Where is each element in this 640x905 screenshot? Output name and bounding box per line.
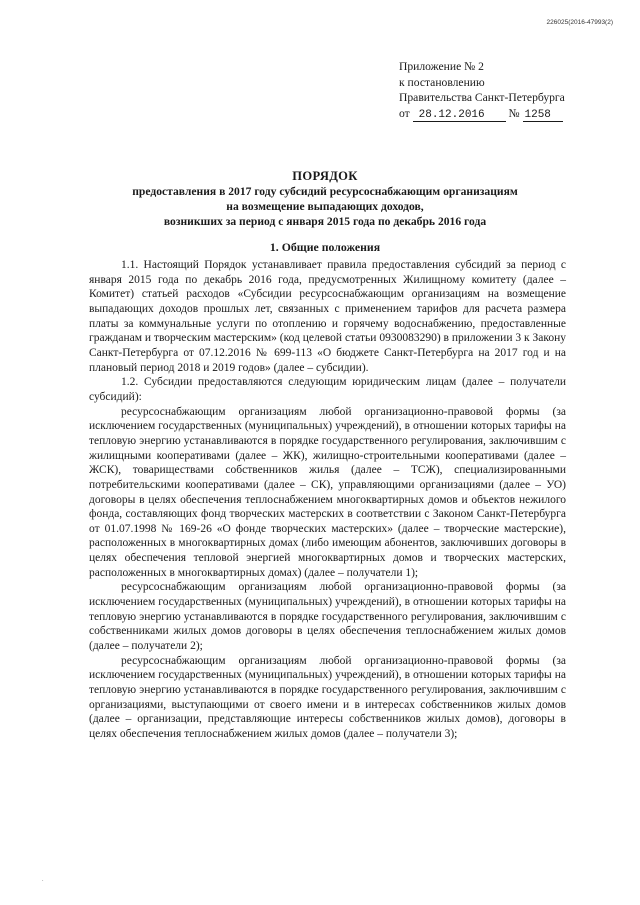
- number-label: №: [508, 106, 520, 120]
- corner-mark: .: [42, 877, 44, 883]
- from-label: от: [399, 106, 410, 120]
- appendix-to-decree: к постановлению: [399, 75, 485, 89]
- document-id: 226025(2016-47993(2): [546, 19, 613, 26]
- recipients-2-paragraph: ресурсоснабжающим организациям любой организационно-правовой формы (за исключением государственных (муниципальных) учреждений), в отношении которых тарифы на тепловую энергию устанавливаются в порядке государственного регулирования, заключившим с собственниками жилых домов договоры в целях обеспечения теплоснабжением жилых домов (далее – получатели 2);: [89, 581, 566, 653]
- recipients-3-paragraph: ресурсоснабжающим организациям любой организационно-правовой формы (за исключением государственных (муниципальных) учреждений), в отношении которых тарифы на тепловую энергию устанавливаются в порядке государственного регулирования, заключившим с организациями, выступающими от своего имени и в интересах собственников жилых домов (далее – организации, представляющие интересы собственников жилых домов), договоры в целях обеспечения теплоснабжением жилых домов (далее – получатели 3);: [89, 654, 566, 740]
- recipients-1-paragraph: ресурсоснабжающим организациям любой организационно-правовой формы (за исключением государственных (муниципальных) учреждений), в отношении которых тарифы на тепловую энергию устанавливаются в порядке государственного регулирования, заключившим с жилищными кооперативами (далее – ЖК), жилищно-строительными кооперативами (далее – ЖСК), товариществами собственников жилья (далее – ТСЖ), специализированными потребительскими кооперативами (далее – СК), управляющими организациями (далее – УО) договоры в целях обеспечения теплоснабжением многоквартирных домов и объектов нежилого фонда, составляющих фонд творческих мастерских в соответствии с Законом Санкт-Петербурга от 01.07.1998 № 169-26 «О фонде творческих мастерских» (далее – творческие мастерские), расположенных в многоквартирных домах (либо имеющим абонентов, заключивших договоры в целях обеспечения тепловой энергией многоквартирных домов и творческих мастерских, расположенных в многоквартирных домах) (далее – получатели 1);: [89, 405, 566, 579]
- paragraph-1-1: 1.1. Настоящий Порядок устанавливает правила предоставления субсидий за период с января 2015 года по декабрь 2016 года, предусмотренных Жилищному комитету (далее – Комитет) статьей расходов «Субсидии ресурсоснабжающим организациям на возмещение выпадающих доходов прошлых лет, связанных с применением тарифов для расчета размера платы за коммунальные услуги по отоплению и горячему водоснабжению, предоставленные гражданам и творческим мастерским» (код целевой статьи 0930083290) в приложении 3 к Закону Санкт-Петербурга от 07.12.2016 № 699-113 «О бюджете Санкт-Петербурга на 2017 год и на плановый период 2018 и 2019 годов» (далее – субсидии).: [89, 259, 566, 374]
- decree-date: 28.12.2016: [413, 109, 506, 122]
- document-title: [90, 169, 560, 229]
- title-line-2: на возмещение выпадающих доходов,: [226, 200, 424, 213]
- body-text: [89, 258, 566, 742]
- appendix-block: [399, 59, 629, 122]
- paragraph-1-2: 1.2. Субсидии предоставляются следующим юридическим лицам (далее – получатели субсидий):: [89, 376, 566, 403]
- title-line-3: возникших за период с января 2015 года по декабрь 2016 года: [163, 215, 487, 228]
- title-line-1: предоставления в 2017 году субсидий ресурсоснабжающим организациям: [132, 185, 518, 198]
- title-main: ПОРЯДОК: [292, 169, 358, 183]
- appendix-date-line: [399, 106, 629, 122]
- section-heading: 1. Общие положения: [269, 240, 381, 254]
- appendix-number: Приложение № 2: [399, 60, 484, 73]
- appendix-government: Правительства Санкт-Петербурга: [399, 91, 565, 104]
- decree-number: 1258: [523, 109, 563, 122]
